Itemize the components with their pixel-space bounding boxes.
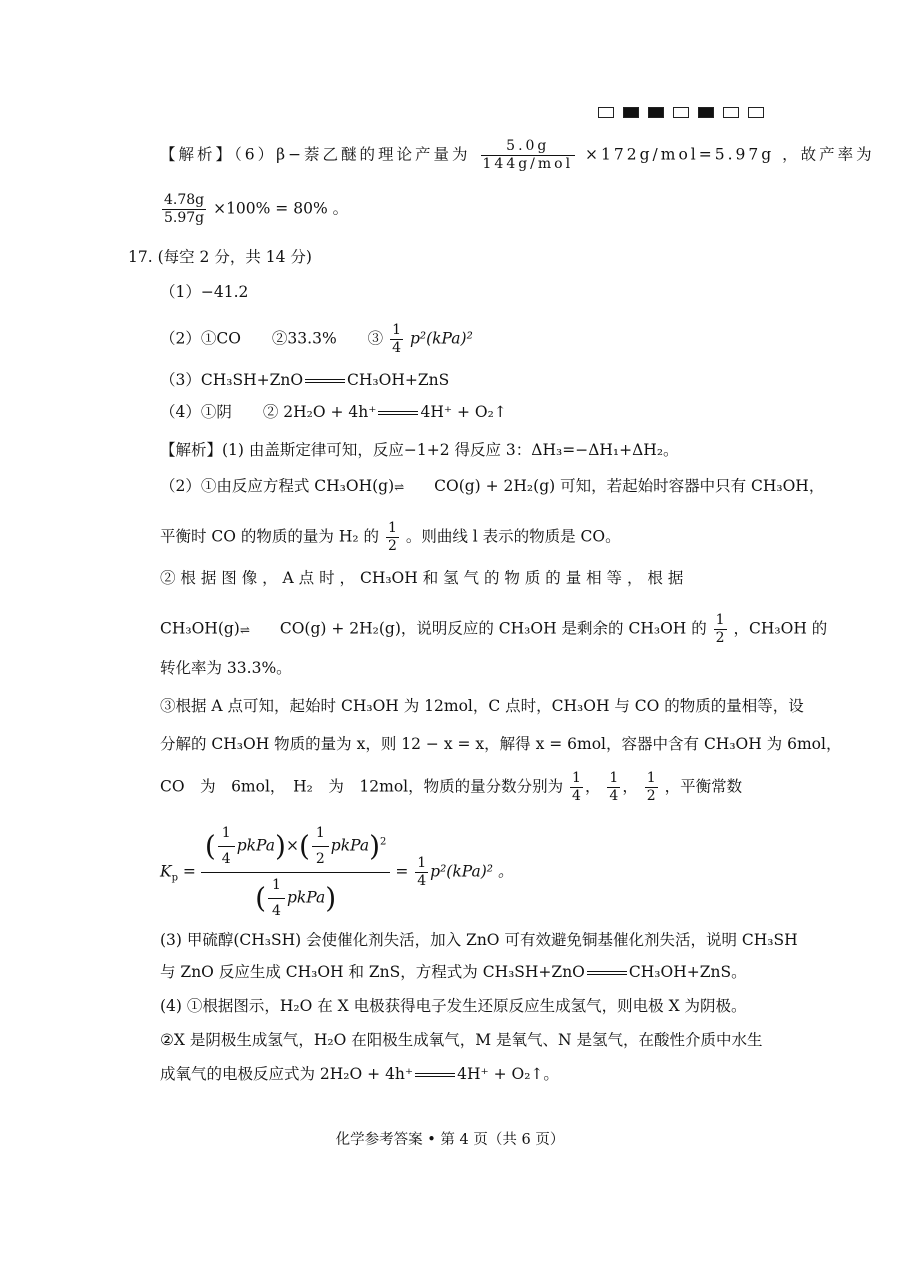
fraction-num: 1 xyxy=(715,612,725,628)
fraction-den: 4 xyxy=(609,788,619,804)
mark-box xyxy=(598,107,614,118)
page-footer: 化学参考答案 • 第 4 页（共 6 页） xyxy=(335,1132,565,1148)
fraction-den: 4 xyxy=(392,340,402,356)
kp-numerator: ( $\frac{1}{4}$ pkPa)×( $\frac{1}{2}$ pkPa)$^2$ xyxy=(201,825,391,873)
fraction-den: 4 xyxy=(572,788,581,804)
answer-text: （2）①CO ②33.3% ③ xyxy=(160,329,384,348)
fraction-den: 4 xyxy=(417,873,427,889)
mark-box xyxy=(723,107,739,118)
explanation-text: CO(g) + 2H₂(g)，说明反应的 CH₃OH 是剩余的 CH₃OH 的 xyxy=(279,619,707,638)
explanation-6: 转化率为 33.3%。 xyxy=(160,659,292,677)
explanation-text: 平衡时 CO 的物质的量为 H₂ 的 xyxy=(160,527,380,546)
explanation-text: 成氧气的电极反应式为 2H₂O + 4h⁺ xyxy=(160,1065,414,1083)
analysis-text: ×172g/mol=5.97g ，故产率为 xyxy=(585,145,875,164)
fraction-num: 4.78g xyxy=(164,192,205,208)
explanation-8: 分解的 CH₃OH 物质的量为 x，则 12 − x = x，解得 x = 6mol，容器中含有 CH₃OH 为 6mol， xyxy=(160,735,842,753)
explanation-4: ② 根 据 图 像 ， A 点 时 ， CH₃OH 和 氢 气 的 物 质 的 量 相 等 ， 根 据 xyxy=(160,569,684,587)
header-marks xyxy=(598,107,764,118)
kp-big-fraction xyxy=(201,825,391,920)
fraction-num: 1 xyxy=(417,855,427,871)
kp-term: pkPa xyxy=(236,836,275,855)
explanation-9: CO 为 6mol， H₂ 为 12mol，物质的量分数分别为 $\frac{1}{4}$ ， $\frac{1}{4}$ ， $\frac{1}{2}$ ，平衡常数 xyxy=(160,770,743,804)
fraction-num: 1 xyxy=(312,825,329,847)
explanation-11 xyxy=(160,962,747,982)
answer-text: （3）CH₃SH+ZnO xyxy=(160,371,304,389)
mark-box xyxy=(748,107,764,118)
explanation-14 xyxy=(160,1064,559,1084)
explanation-text: ，平衡常数 xyxy=(664,777,743,796)
mark-box-filled xyxy=(698,107,714,118)
fraction-num: 1 xyxy=(387,520,397,536)
fraction-num: 5.0g xyxy=(481,138,576,156)
kp-subscript: p xyxy=(171,872,178,884)
fraction xyxy=(481,138,576,173)
yield-line xyxy=(160,192,348,227)
answer-text: 4H⁺ + O₂↑ xyxy=(420,403,507,421)
fraction xyxy=(415,855,428,890)
answer-3 xyxy=(160,370,449,390)
explanation-3 xyxy=(160,520,621,555)
explanation-text: CH₃OH(g) xyxy=(160,619,240,638)
fraction-num: 1 xyxy=(268,877,285,899)
fraction-num: 1 xyxy=(392,322,402,338)
kp-symbol: K xyxy=(160,862,172,881)
explanation-text: 。则曲线 l 表示的物质是 CO。 xyxy=(405,527,621,546)
fraction xyxy=(714,612,727,647)
fraction-den: 2 xyxy=(387,538,397,554)
explanation-text: CH₃OH+ZnS。 xyxy=(628,963,747,981)
answer-1: （1）−41.2 xyxy=(160,283,249,301)
explanation-5 xyxy=(160,612,827,647)
fraction xyxy=(607,770,620,805)
answer-text: p²(kPa)² xyxy=(409,329,473,348)
fraction xyxy=(390,322,403,357)
equals-sign-icon xyxy=(415,1073,455,1077)
analysis-text: ×100% = 80% 。 xyxy=(213,199,349,218)
analysis-6-line xyxy=(160,138,875,173)
fraction-num: 1 xyxy=(646,770,656,786)
fraction xyxy=(570,770,583,805)
explanation-text: 与 ZnO 反应生成 CH₃OH 和 ZnS，方程式为 CH₃SH+ZnO xyxy=(160,963,585,981)
explanation-text: 4H⁺ + O₂↑。 xyxy=(457,1065,559,1083)
mark-box xyxy=(673,107,689,118)
mark-box-filled xyxy=(623,107,639,118)
answer-text: CH₃OH+ZnS xyxy=(347,371,450,389)
explanation-13: ②X 是阴极生成氢气，H₂O 在阳极生成氧气，M 是氧气、N 是氢气，在酸性介质中水生 xyxy=(160,1031,763,1049)
explanation-7: ③根据 A 点可知，起始时 CH₃OH 为 12mol，C 点时，CH₃OH 与 CO 的物质的量相等，设 xyxy=(160,697,804,715)
fraction-num: 1 xyxy=(609,770,619,786)
explanation-text: ，CH₃OH 的 xyxy=(733,619,828,638)
fraction-den: 4 xyxy=(221,851,231,867)
kp-formula: $K_p$ = ( $\frac{1}{4}$ pkPa)×( $\frac{1}{2}$ pkPa)$^2$ ( $\frac{1}{4}$ pkPa) = $\frac{1}{4}$ p²(kPa)² 。 xyxy=(160,825,514,919)
equals-sign-icon xyxy=(378,411,418,415)
fraction xyxy=(162,192,206,227)
kp-term: pkPa xyxy=(286,888,326,907)
fraction-den: 2 xyxy=(715,630,725,646)
explanation-1: 【解析】(1) 由盖斯定律可知，反应−1+2 得反应 3：ΔH₃=−ΔH₁+ΔH₂。 xyxy=(160,441,679,459)
fraction-den: 4 xyxy=(272,903,281,919)
fraction-den: 5.97g xyxy=(164,210,205,226)
kp-result: p²(kPa)² 。 xyxy=(430,862,514,881)
fraction-num: 1 xyxy=(218,825,235,847)
kp-denominator: ( $\frac{1}{4}$ pkPa) xyxy=(255,877,337,919)
fraction-den: 2 xyxy=(646,788,656,804)
equals-sign-icon xyxy=(305,379,345,383)
explanation-10: (3) 甲硫醇(CH₃SH) 会使催化剂失活，加入 ZnO 可有效避免铜基催化剂失活，说明 CH₃SH xyxy=(160,931,798,949)
analysis-text: 【解析】（6）β−萘乙醚的理论产量为 xyxy=(160,145,471,164)
question-17-heading: 17. (每空 2 分，共 14 分) xyxy=(128,248,312,266)
explanation-text: （2）①由反应方程式 CH₃OH(g) xyxy=(160,477,395,495)
answer-2 xyxy=(160,322,473,357)
kp-term: pkPa xyxy=(330,836,370,855)
fraction xyxy=(386,520,399,555)
reversible-arrow-icon: ⇌ xyxy=(239,622,250,637)
explanation-12: (4) ①根据图示，H₂O 在 X 电极获得电子发生还原反应生成氢气，则电极 X 为阴极。 xyxy=(160,997,747,1015)
answer-4 xyxy=(160,402,507,422)
equals-sign-icon xyxy=(587,971,627,975)
mark-box-filled xyxy=(648,107,664,118)
fraction-den: 144g/mol xyxy=(482,156,574,172)
reversible-arrow-icon: ⇌ xyxy=(394,480,405,494)
fraction-num: 1 xyxy=(572,770,581,786)
answer-text: （4）①阴 ② 2H₂O + 4h⁺ xyxy=(160,403,377,421)
explanation-text: CO 为 6mol， H₂ 为 12mol，物质的量分数分别为 xyxy=(160,777,564,796)
explanation-2 xyxy=(160,476,824,496)
fraction xyxy=(645,770,658,805)
fraction-den: 2 xyxy=(315,851,325,867)
explanation-text: CO(g) + 2H₂(g) 可知，若起始时容器中只有 CH₃OH， xyxy=(434,477,825,495)
